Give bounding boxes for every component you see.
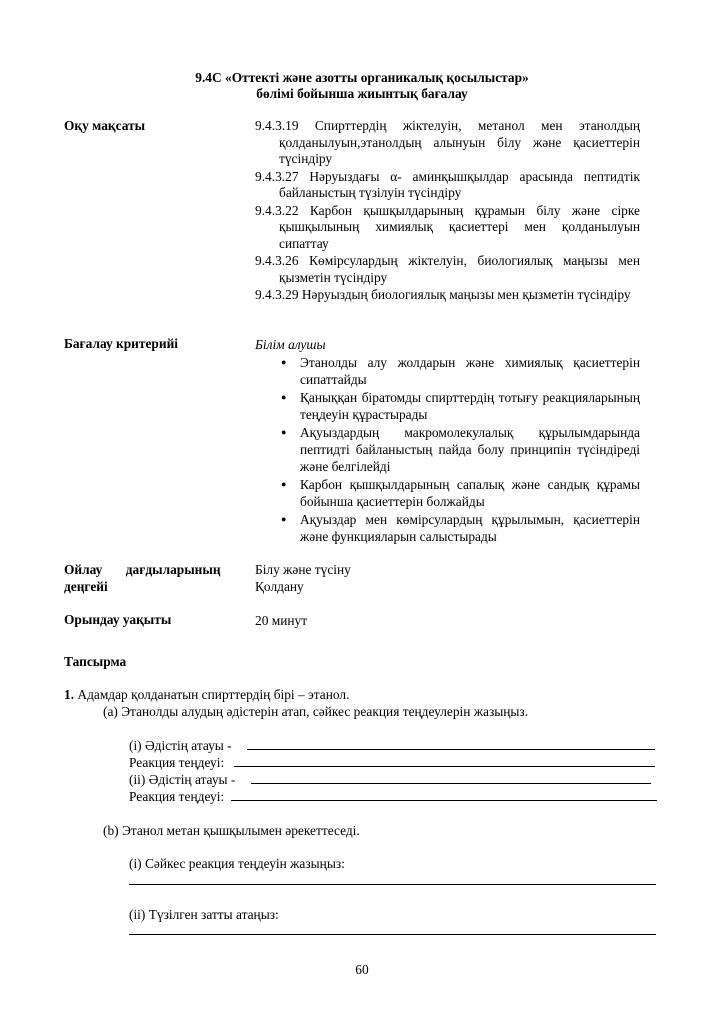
learning-objectives-label: Оқу мақсаты (64, 118, 146, 133)
equation-1-label: Реакция теңдеуі: (129, 755, 225, 770)
criteria-list (255, 354, 640, 545)
criteria-item: ● Этанолды алу жолдарын және химиялық қасиеттерін сипаттайды (255, 354, 640, 388)
assessment-criteria-label: Бағалау критерийі (64, 336, 179, 351)
objective-item: 9.4.3.19 Спирттердің жіктелуін, метанол мен этанолдың қолданылуын,этанолдың алынуын білу және қасиеттерін түсіндіру (255, 118, 640, 166)
method-2-answer-line[interactable] (251, 783, 651, 784)
criteria-item: ● Ақуыздар мен көмірсулардың құрылымын, қасиеттерін және функцияларын салыстырады (255, 511, 640, 545)
equation-2-label: Реакция теңдеуі: (129, 789, 225, 804)
objective-item: 9.4.3.27 Нәруыздағы α- аминқышқылдар арасында пептидтік байланыстың түзілуін түсіндіру (255, 168, 640, 200)
criteria-item: ● Карбон қышқылдарының сапалық және сандық құрамы бойынша қасиеттерін болжайды (255, 476, 640, 510)
equation-1-answer-line[interactable] (234, 766, 655, 767)
thinking-skills-values (255, 561, 351, 595)
question-1b-i-text: (i) Сәйкес реакция теңдеуін жазыңыз: (129, 856, 345, 871)
objective-item: 9.4.3.22 Карбон қышқылдарының құрамын білу және сірке қышқылының химиялық қасиеттері мен қолданылуын сипаттау (255, 202, 640, 251)
question-1b-ii-text: (ii) Түзілген затты атаңыз: (129, 907, 279, 922)
thinking-skills-label-line-2: деңгейі (64, 579, 108, 594)
question-1b-ii-answer-line[interactable] (129, 934, 656, 935)
question-1-number: 1. (64, 687, 75, 702)
method-1-answer-line[interactable] (247, 749, 655, 750)
equation-2-answer-line[interactable] (231, 800, 657, 801)
task-heading: Тапсырма (64, 654, 127, 669)
question-1b-text: (b) Этанол метан қышқылымен әрекеттеседі. (103, 823, 360, 838)
page-number: 60 (355, 962, 369, 977)
assessment-criteria (255, 336, 640, 545)
method-1-label: (i) Әдістің атауы - (129, 738, 232, 753)
learning-objectives-list (255, 118, 640, 304)
title-line-2: бөлімі бойынша жиынтық бағалау (256, 86, 468, 101)
thinking-skill-value: Қолдану (255, 579, 304, 594)
criteria-item: ● Қаныққан біратомды спирттердің тотығу реакцияларының теңдеуін құрастырады (255, 389, 640, 423)
question-1 (64, 686, 349, 703)
thinking-skills-label (64, 561, 244, 595)
criteria-heading: Білім алушы (255, 337, 326, 352)
method-2-label: (ii) Әдістің атауы - (129, 772, 236, 787)
time-label: Орындау уақыты (64, 612, 172, 627)
thinking-skill-value: Білу және түсіну (255, 562, 351, 577)
title-line-1: 9.4С «Оттекті және азотты органикалық қосылыстар» (195, 70, 529, 85)
question-1a-text: (a) Этанолды алудың әдістерін атап, сәйкес реакция теңдеулерін жазыңыз. (103, 704, 529, 719)
time-value: 20 минут (255, 613, 308, 628)
thinking-skills-label-line-1: Ойлау дағдыларының (64, 562, 221, 577)
objective-item: 9.4.3.29 Нәруыздың биологиялық маңызы мен қызметін түсіндіру (255, 287, 631, 302)
objective-item: 9.4.3.26 Көмірсулардың жіктелуін, биологиялық маңызы мен қызметін түсіндіру (255, 253, 640, 285)
criteria-item: ● Ақуыздардың макромолекулалық құрылымдарында пептидті байланыстың пайда болу принципін түсіндіреді және белгілейді (255, 424, 640, 475)
question-1-text: Адамдар қолданатын спирттердің бірі – этанол. (74, 687, 350, 702)
page-title (0, 70, 724, 102)
question-1b-i-answer-line[interactable] (129, 884, 656, 885)
